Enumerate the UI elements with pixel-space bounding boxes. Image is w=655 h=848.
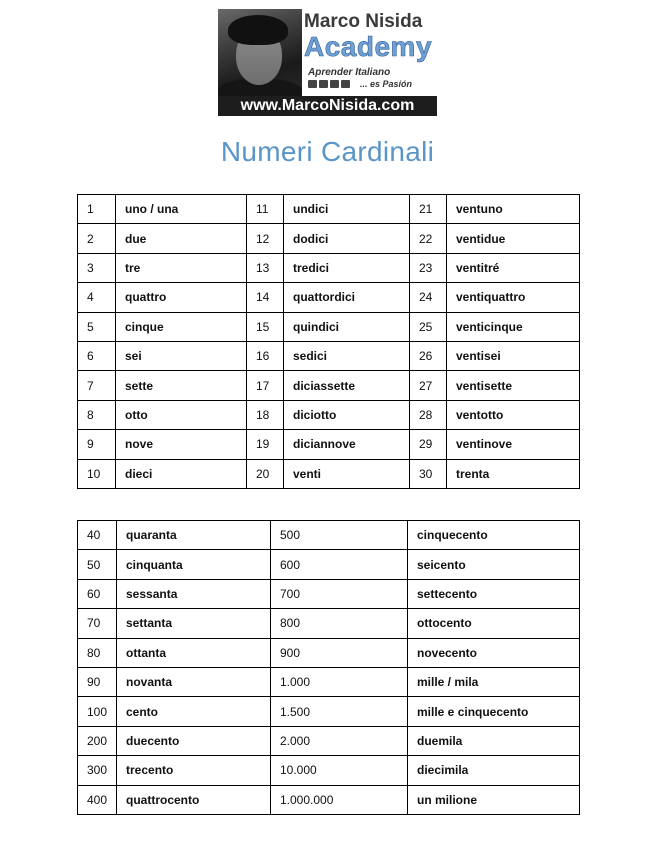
logo-academy: Academy: [304, 31, 433, 62]
number-digit: 2.000: [271, 726, 408, 755]
numbers-table-1-30: [77, 194, 580, 489]
number-digit: 400: [78, 785, 117, 814]
number-word: venticinque: [447, 312, 580, 341]
table-row: [78, 667, 580, 696]
video-icon: [308, 80, 317, 88]
table-row: [78, 341, 580, 370]
number-digit: 12: [247, 224, 284, 253]
number-digit: 16: [247, 341, 284, 370]
number-word: ottanta: [117, 638, 271, 667]
numbers-table-40-million: [77, 520, 580, 815]
number-digit: 18: [247, 400, 284, 429]
table-row: [78, 609, 580, 638]
number-word: sessanta: [117, 579, 271, 608]
number-word: cento: [117, 697, 271, 726]
number-digit: 11: [247, 195, 284, 224]
logo-tagline-row: [308, 79, 412, 89]
number-digit: 600: [271, 550, 408, 579]
number-word: sei: [116, 341, 247, 370]
number-word: mille / mila: [408, 667, 580, 696]
number-digit: 25: [410, 312, 447, 341]
number-word: ventidue: [447, 224, 580, 253]
number-word: settecento: [408, 579, 580, 608]
number-digit: 20: [247, 459, 284, 488]
social-icon: [330, 80, 339, 88]
number-word: nove: [116, 430, 247, 459]
number-word: otto: [116, 400, 247, 429]
number-digit: 80: [78, 638, 117, 667]
number-word: ventisei: [447, 341, 580, 370]
number-digit: 100: [78, 697, 117, 726]
number-word: undici: [284, 195, 410, 224]
logo-name: Marco Nisida: [304, 11, 423, 32]
number-digit: 14: [247, 283, 284, 312]
number-word: uno / una: [116, 195, 247, 224]
number-word: ventitré: [447, 253, 580, 282]
number-digit: 27: [410, 371, 447, 400]
table-row: [78, 550, 580, 579]
number-word: cinque: [116, 312, 247, 341]
number-word: ventotto: [447, 400, 580, 429]
number-word: venti: [284, 459, 410, 488]
logo-url: www.MarcoNisida.com: [218, 96, 437, 116]
table-row: [78, 756, 580, 785]
number-digit: 500: [271, 521, 408, 550]
number-word: quaranta: [117, 521, 271, 550]
table-row: [78, 459, 580, 488]
number-digit: 5: [78, 312, 116, 341]
number-word: ventuno: [447, 195, 580, 224]
table-row: [78, 195, 580, 224]
number-digit: 1.500: [271, 697, 408, 726]
number-digit: 40: [78, 521, 117, 550]
number-digit: 300: [78, 756, 117, 785]
number-word: novanta: [117, 667, 271, 696]
table-row: [78, 371, 580, 400]
number-word: ventisette: [447, 371, 580, 400]
number-word: sette: [116, 371, 247, 400]
number-digit: 22: [410, 224, 447, 253]
portrait-image: [218, 9, 302, 96]
number-digit: 26: [410, 341, 447, 370]
number-word: sedici: [284, 341, 410, 370]
number-word: seicento: [408, 550, 580, 579]
number-word: novecento: [408, 638, 580, 667]
table-row: [78, 638, 580, 667]
number-digit: 9: [78, 430, 116, 459]
number-word: mille e cinquecento: [408, 697, 580, 726]
table-row: [78, 579, 580, 608]
table-row: [78, 785, 580, 814]
number-digit: 800: [271, 609, 408, 638]
table-row: [78, 697, 580, 726]
number-digit: 200: [78, 726, 117, 755]
number-word: diecimila: [408, 756, 580, 785]
table-row: [78, 726, 580, 755]
number-digit: 70: [78, 609, 117, 638]
number-word: tredici: [284, 253, 410, 282]
number-digit: 15: [247, 312, 284, 341]
table-row: [78, 253, 580, 282]
number-digit: 30: [410, 459, 447, 488]
logo-tagline: Aprender Italiano: [308, 67, 391, 78]
table-row: [78, 312, 580, 341]
number-digit: 3: [78, 253, 116, 282]
number-digit: 50: [78, 550, 117, 579]
number-word: un milione: [408, 785, 580, 814]
number-word: diciotto: [284, 400, 410, 429]
number-digit: 2: [78, 224, 116, 253]
number-word: quattordici: [284, 283, 410, 312]
number-digit: 24: [410, 283, 447, 312]
table-row: [78, 400, 580, 429]
number-digit: 1.000.000: [271, 785, 408, 814]
number-digit: 8: [78, 400, 116, 429]
number-digit: 10: [78, 459, 116, 488]
number-digit: 21: [410, 195, 447, 224]
number-word: settanta: [117, 609, 271, 638]
number-digit: 700: [271, 579, 408, 608]
number-digit: 13: [247, 253, 284, 282]
number-digit: 90: [78, 667, 117, 696]
number-digit: 7: [78, 371, 116, 400]
number-digit: 29: [410, 430, 447, 459]
number-word: dodici: [284, 224, 410, 253]
number-word: quattro: [116, 283, 247, 312]
number-word: trenta: [447, 459, 580, 488]
number-digit: 1: [78, 195, 116, 224]
number-digit: 6: [78, 341, 116, 370]
number-word: duemila: [408, 726, 580, 755]
number-word: cinquecento: [408, 521, 580, 550]
social-icon: [341, 80, 350, 88]
number-digit: 10.000: [271, 756, 408, 785]
number-word: tre: [116, 253, 247, 282]
number-digit: 4: [78, 283, 116, 312]
number-word: duecento: [117, 726, 271, 755]
number-word: cinquanta: [117, 550, 271, 579]
social-icon: [319, 80, 328, 88]
number-digit: 17: [247, 371, 284, 400]
table-row: [78, 521, 580, 550]
number-digit: 1.000: [271, 667, 408, 696]
number-word: ventiquattro: [447, 283, 580, 312]
number-digit: 28: [410, 400, 447, 429]
table-row: [78, 430, 580, 459]
logo-tagline-2: ... es Pasión: [360, 79, 413, 89]
number-word: quattrocento: [117, 785, 271, 814]
table-row: [78, 224, 580, 253]
number-word: ottocento: [408, 609, 580, 638]
number-digit: 900: [271, 638, 408, 667]
number-word: diciannove: [284, 430, 410, 459]
table-row: [78, 283, 580, 312]
number-digit: 23: [410, 253, 447, 282]
number-word: diciassette: [284, 371, 410, 400]
number-word: due: [116, 224, 247, 253]
number-digit: 19: [247, 430, 284, 459]
academy-logo: [218, 9, 437, 116]
number-word: ventinove: [447, 430, 580, 459]
number-word: trecento: [117, 756, 271, 785]
page-title: Numeri Cardinali: [220, 136, 435, 167]
number-digit: 60: [78, 579, 117, 608]
number-word: quindici: [284, 312, 410, 341]
number-word: dieci: [116, 459, 247, 488]
